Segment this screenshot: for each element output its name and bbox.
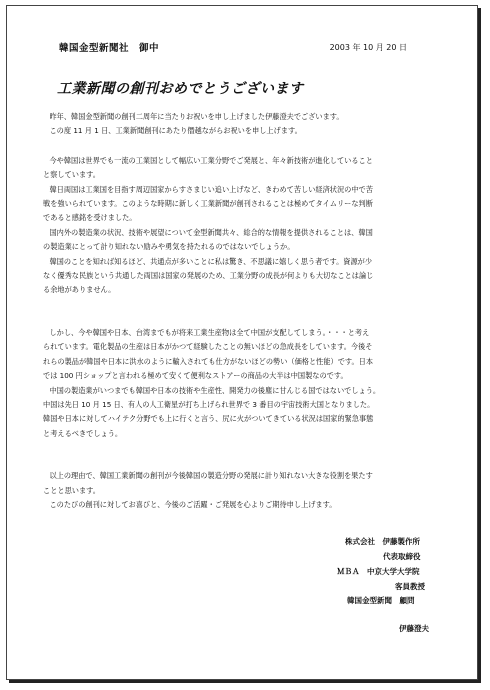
paragraph — [43, 183, 459, 226]
text-line: 中国の製造業がいつまでも韓国や日本の技術や生産性、開発力の後塵に甘んじる国ではないでしょう。 — [49, 385, 381, 395]
text-line: では 100 円ショップと言われる極めて安くて便利なストアーの商品の大半は中国製なのです。 — [43, 371, 348, 381]
text-line: であると感銘を受けました。 — [43, 213, 137, 223]
text-line: と考えるべきでしょう。 — [43, 428, 123, 438]
paragraph — [43, 498, 459, 512]
text-line: の製造業にとって計り知れない励みや勇気を持たれるのではないでしょうか。 — [43, 242, 295, 252]
text-line: 韓国や日本に対してハイテク分野でも上に行くと言う、尻に火がついてきている状況は国家的緊急事態 — [43, 414, 374, 424]
paragraph — [43, 255, 459, 298]
letter-page — [6, 5, 478, 680]
text-line: 戦を強いられています。このような時期に新しく工業新聞が創刊されることは極めてタイムリーな判断 — [43, 199, 373, 209]
letter-title: 工業新聞の創刊おめでとうございます — [57, 81, 304, 97]
text-line: 中国は先日 10 月 15 日、有人の人工衛星が打ち上げられ世界で 3 番目の宇宙技術大国となりました。 — [43, 399, 375, 409]
text-line: 昨年、韓国金型新聞の創刊二周年に当たりお祝いを申し上げました伊藤澄夫でございます。 — [49, 112, 344, 121]
paragraph — [43, 154, 459, 183]
text-line: 韓国のことを知れば知るほど、共通点が多いことに私は驚き、不思議に嬉しく思う者です。資源が少 — [49, 256, 373, 266]
text-line: ことと思います。 — [43, 485, 100, 495]
signature-school: ＭＢＡ 中京大学大学院 — [337, 567, 420, 576]
signature-company: 株式会社 伊藤製作所 — [345, 537, 420, 546]
text-line: られています。電化製品の生産は日本がかつて経験したことの無いほどの急成長をしています。今後そ — [43, 342, 373, 352]
paragraph — [43, 384, 459, 442]
text-line: このたびの創刊に対してお喜びと、今後のご活躍・ご発展を心よりご期待申し上げます。 — [49, 499, 337, 509]
text-line: れらの製品が韓国や日本に洪水のように輸入されても仕方がないほどの勢い（価格と性能）です。日本 — [43, 356, 374, 366]
paragraph — [43, 469, 459, 498]
text-line: 今や韓国は世界でも一流の工業国として幅広い工業分野でご発展と、年々新技術が進化していること — [49, 155, 373, 165]
text-line: 国内外の製造業の状況、技術や展望について金型新聞共々、総合的な情報を提供されることは、韓国 — [49, 227, 373, 237]
signature-newspaper: 韓国金型新聞 顧問 — [347, 596, 415, 605]
signature-position: 客員教授 — [395, 582, 425, 591]
text-line: と察しています。 — [43, 170, 100, 180]
signature-position: 代表取締役 — [383, 552, 421, 561]
text-line: 韓日両国は工業国を目指す周辺国家からすさまじい追い上げなど、きわめて苦しい経済状況の中で苦 — [49, 184, 373, 194]
text-line: る余地がありません。 — [43, 285, 116, 295]
letter-body — [43, 110, 459, 512]
signature-name: 伊藤澄夫 — [399, 624, 429, 633]
text-line: しかし、今や韓国や日本、台湾までもが将来工業生産物は全て中国が支配してしまう。・・・と考え — [49, 327, 370, 337]
text-line: この度 11 月 1 日、工業新聞創刊にあたり僭越ながらお祝いを申し上げます。 — [49, 126, 302, 136]
paragraph — [43, 226, 459, 255]
paragraph — [43, 326, 459, 384]
addressee: 韓国金型新聞社 御中 — [59, 43, 160, 54]
text-line: 以上の理由で、韓国工業新聞の創刊が今後韓国の製造分野の発展に計り知れない大きな役割を果たす — [49, 471, 373, 481]
text-line: なく優秀な民族という共通した両国は国家の発展のため、工業分野の成長が何よりも大切なことは論じ — [43, 271, 374, 281]
paragraph — [43, 110, 459, 139]
letter-date: 2003 年 10 月 20 日 — [329, 43, 407, 52]
